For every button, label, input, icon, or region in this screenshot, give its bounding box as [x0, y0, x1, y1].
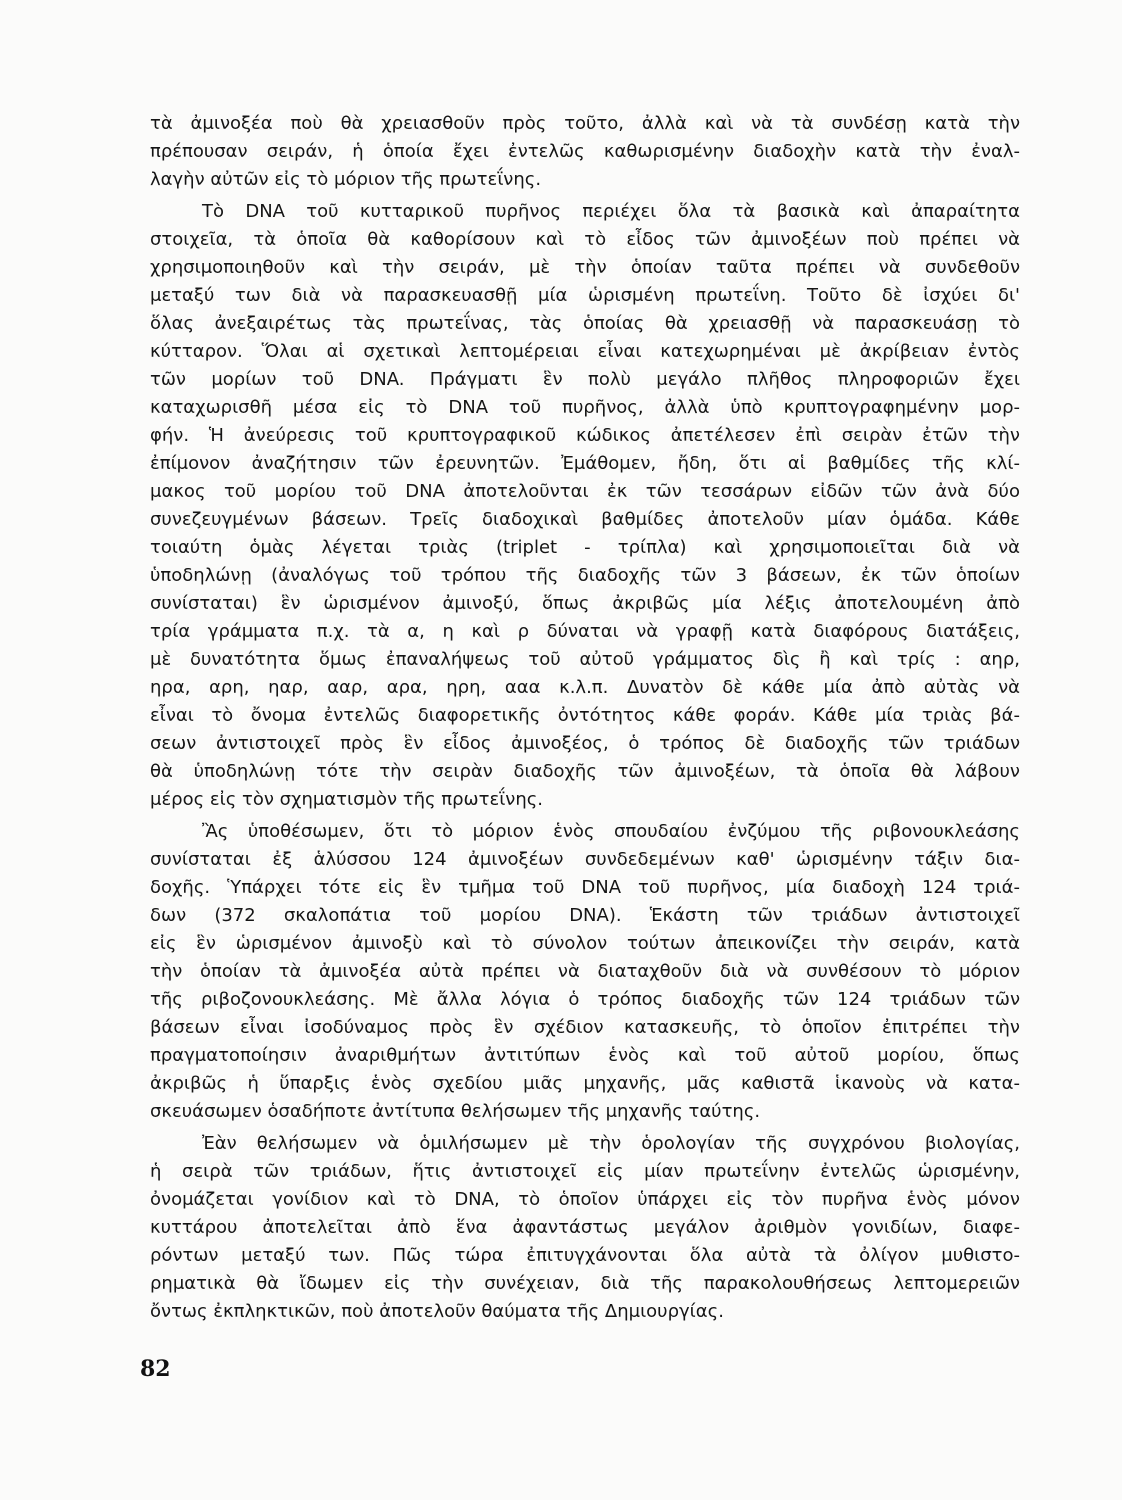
- text-line: εἶναι τὸ ὄνομα ἐντελῶς διαφορετικῆς ὀντότητος κάθε φοράν. Κάθε μία τριὰς βά-: [150, 705, 1020, 726]
- text-line: συνίσταται) ἓν ὡρισμένον ἀμινοξύ, ὅπως ἀκριβῶς μία λέξις ἀποτελουμένη ἀπὸ: [150, 593, 1020, 614]
- text-line: Ἂς ὑποθέσωμεν, ὅτι τὸ μόριον ἑνὸς σπουδαίου ἐνζύμου τῆς ριβονουκλεάσης: [202, 821, 1020, 842]
- text-line: ἡ σειρὰ τῶν τριάδων, ἥτις ἀντιστοιχεῖ εἰς μίαν πρωτεΐνην ἐντελῶς ὡρισμένην,: [150, 1161, 1020, 1182]
- book-page-body: [150, 110, 1020, 1330]
- paragraph: [150, 818, 1020, 1126]
- text-line: πραγματοποίησιν ἀναριθμήτων ἀντιτύπων ἑνὸς καὶ τοῦ αὐτοῦ μορίου, ὅπως: [150, 1045, 1020, 1066]
- text-line: ὀνομάζεται γονίδιον καὶ τὸ DNA, τὸ ὁποῖον ὑπάρχει εἰς τὸν πυρῆνα ἑνὸς μόνον: [150, 1189, 1020, 1210]
- text-line: τὴν ὁποίαν τὰ ἀμινοξέα αὐτὰ πρέπει νὰ διαταχθοῦν διὰ νὰ συνθέσουν τὸ μόριον: [150, 961, 1020, 982]
- text-line: ὄντως ἐκπληκτικῶν, ποὺ ἀποτελοῦν θαύματα τῆς Δημιουργίας.: [150, 1301, 724, 1322]
- text-line: καταχωρισθῆ μέσα εἰς τὸ DNA τοῦ πυρῆνος, ἀλλὰ ὑπὸ κρυπτογραφημένην μορ-: [150, 397, 1020, 418]
- paragraph: [150, 1130, 1020, 1326]
- text-line: μακος τοῦ μορίου τοῦ DNA ἀποτελοῦνται ἐκ τῶν τεσσάρων εἰδῶν τῶν ἀνὰ δύο: [150, 481, 1020, 502]
- text-line: λαγὴν αὐτῶν εἰς τὸ μόριον τῆς πρωτεΐνης.: [150, 169, 542, 190]
- text-line: ρηματικὰ θὰ ἴδωμεν εἰς τὴν συνέχειαν, διὰ τῆς παρακολουθήσεως λεπτομερειῶν: [150, 1273, 1020, 1294]
- paragraph: [150, 198, 1020, 814]
- text-line: κυττάρου ἀποτελεῖται ἀπὸ ἕνα ἀφαντάστως μεγάλον ἀριθμὸν γονιδίων, διαφε-: [150, 1217, 1020, 1238]
- text-line: ὅλας ἀνεξαιρέτως τὰς πρωτεΐνας, τὰς ὁποίας θὰ χρειασθῇ νὰ παρασκευάσῃ τὸ: [150, 313, 1020, 334]
- text-line: τρία γράμματα π.χ. τὰ α, η καὶ ρ δύναται νὰ γραφῇ κατὰ διαφόρους διατάξεις,: [150, 621, 1020, 642]
- text-line: τῶν μορίων τοῦ DNA. Πράγματι ἓν πολὺ μεγάλο πλῆθος πληροφοριῶν ἔχει: [150, 369, 1020, 390]
- text-line: τῆς ριβοζονουκλεάσης. Μὲ ἄλλα λόγια ὁ τρόπος διαδοχῆς τῶν 124 τριάδων τῶν: [150, 989, 1020, 1010]
- text-line: τὰ ἀμινοξέα ποὺ θὰ χρειασθοῦν πρὸς τοῦτο, ἀλλὰ καὶ νὰ τὰ συνδέσῃ κατὰ τὴν: [150, 113, 1020, 134]
- text-line: εἰς ἓν ὡρισμένον ἀμινοξὺ καὶ τὸ σύνολον τούτων ἀπεικονίζει τὴν σειράν, κατὰ: [150, 933, 1020, 954]
- text-line: δοχῆς. Ὑπάρχει τότε εἰς ἓν τμῆμα τοῦ DNA τοῦ πυρῆνος, μία διαδοχὴ 124 τριά-: [150, 877, 1020, 898]
- text-line: πρέπουσαν σειράν, ἡ ὁποία ἔχει ἐντελῶς καθωρισμένην διαδοχὴν κατὰ τὴν ἐναλ-: [150, 141, 1020, 162]
- page-number: 82: [140, 1356, 171, 1382]
- text-line: μὲ δυνατότητα ὅμως ἐπαναλήψεως τοῦ αὐτοῦ γράμματος δὶς ἢ καὶ τρίς : αηρ,: [150, 649, 1020, 670]
- text-line: μεταξύ των διὰ νὰ παρασκευασθῇ μία ὡρισμένη πρωτεΐνη. Τοῦτο δὲ ἰσχύει δι': [150, 285, 1020, 306]
- text-line: δων (372 σκαλοπάτια τοῦ μορίου DNA). Ἑκάστη τῶν τριάδων ἀντιστοιχεῖ: [150, 905, 1020, 926]
- text-line: ὑποδηλώνῃ (ἀναλόγως τοῦ τρόπου τῆς διαδοχῆς τῶν 3 βάσεων, ἐκ τῶν ὁποίων: [150, 565, 1020, 586]
- text-line: Ἐὰν θελήσωμεν νὰ ὁμιλήσωμεν μὲ τὴν ὁρολογίαν τῆς συγχρόνου βιολογίας,: [202, 1133, 1020, 1154]
- text-line: φήν. Ἡ ἀνεύρεσις τοῦ κρυπτογραφικοῦ κώδικος ἀπετέλεσεν ἐπὶ σειρὰν ἐτῶν τὴν: [150, 425, 1020, 446]
- text-line: θὰ ὑποδηλώνῃ τότε τὴν σειρὰν διαδοχῆς τῶν ἀμινοξέων, τὰ ὁποῖα θὰ λάβουν: [150, 761, 1020, 782]
- text-line: κύτταρον. Ὅλαι αἱ σχετικαὶ λεπτομέρειαι εἶναι κατεχωρημέναι μὲ ἀκρίβειαν ἐντὸς: [150, 341, 1020, 362]
- text-line: ἐπίμονον ἀναζήτησιν τῶν ἐρευνητῶν. Ἐμάθομεν, ἤδη, ὅτι αἱ βαθμίδες τῆς κλί-: [150, 453, 1020, 474]
- text-line: ἀκριβῶς ἡ ὕπαρξις ἑνὸς σχεδίου μιᾶς μηχανῆς, μᾶς καθιστᾶ ἱκανοὺς νὰ κατα-: [150, 1073, 1020, 1094]
- text-line: χρησιμοποιηθοῦν καὶ τὴν σειράν, μὲ τὴν ὁποίαν ταῦτα πρέπει νὰ συνδεθοῦν: [150, 257, 1020, 278]
- text-line: σεων ἀντιστοιχεῖ πρὸς ἓν εἶδος ἀμινοξέος, ὁ τρόπος δὲ διαδοχῆς τῶν τριάδων: [150, 733, 1020, 754]
- text-line: βάσεων εἶναι ἰσοδύναμος πρὸς ἓν σχέδιον κατασκευῆς, τὸ ὁποῖον ἐπιτρέπει τὴν: [150, 1017, 1020, 1038]
- text-line: ρόντων μεταξύ των. Πῶς τώρα ἐπιτυγχάνονται ὅλα αὐτὰ τὰ ὀλίγον μυθιστο-: [150, 1245, 1020, 1266]
- paragraph: [150, 110, 1020, 194]
- text-line: τοιαύτη ὁμὰς λέγεται τριὰς (triplet - τρίπλα) καὶ χρησιμοποιεῖται διὰ νὰ: [150, 537, 1020, 558]
- text-line: ηρα, αρη, ηαρ, ααρ, αρα, ηρη, ααα κ.λ.π. Δυνατὸν δὲ κάθε μία ἀπὸ αὐτὰς νὰ: [150, 677, 1020, 698]
- text-line: Τὸ DNA τοῦ κυτταρικοῦ πυρῆνος περιέχει ὅλα τὰ βασικὰ καὶ ἀπαραίτητα: [202, 201, 1020, 222]
- text-line: σκευάσωμεν ὁσαδήποτε ἀντίτυπα θελήσωμεν τῆς μηχανῆς ταύτης.: [150, 1101, 761, 1122]
- text-line: συνεζευγμένων βάσεων. Τρεῖς διαδοχικαὶ βαθμίδες ἀποτελοῦν μίαν ὁμάδα. Κάθε: [150, 509, 1020, 530]
- text-line: συνίσταται ἐξ ἁλύσσου 124 ἀμινοξέων συνδεδεμένων καθ' ὡρισμένην τάξιν δια-: [150, 849, 1020, 870]
- text-line: μέρος εἰς τὸν σχηματισμὸν τῆς πρωτεΐνης.: [150, 789, 544, 810]
- text-line: στοιχεῖα, τὰ ὁποῖα θὰ καθορίσουν καὶ τὸ εἶδος τῶν ἀμινοξέων ποὺ πρέπει νὰ: [150, 229, 1020, 250]
